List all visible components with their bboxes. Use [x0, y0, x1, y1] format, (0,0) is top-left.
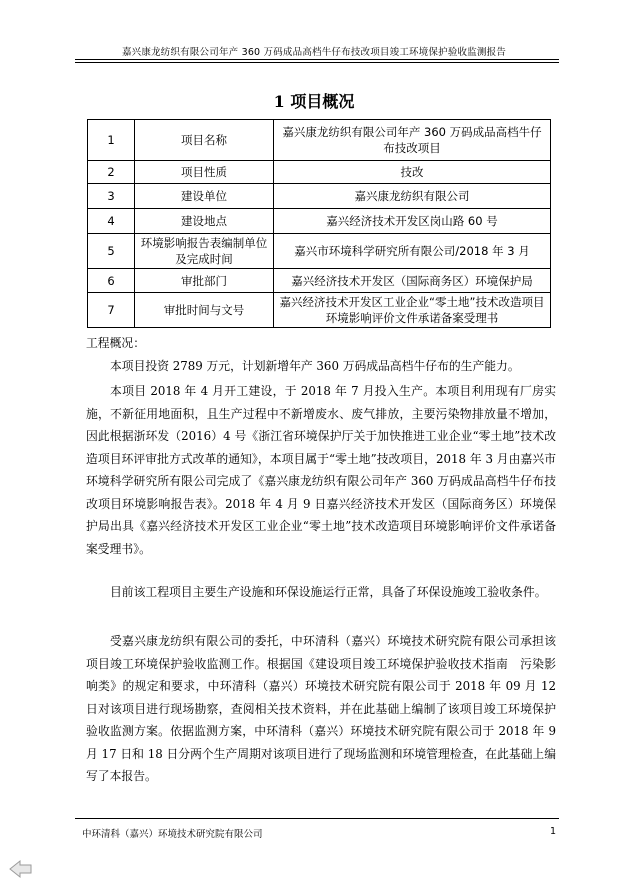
row-label: 建设单位: [135, 184, 274, 209]
footer-rule: [75, 818, 559, 819]
row-label: 审批部门: [135, 269, 274, 293]
row-label: 审批时间与文号: [135, 293, 274, 328]
row-number: 5: [88, 234, 135, 269]
row-value: 嘉兴康龙纺织有限公司: [274, 184, 551, 209]
row-value: 嘉兴市环境科学研究所有限公司/2018 年 3 月: [274, 234, 551, 269]
table-row: [88, 209, 551, 234]
project-info-table: [87, 119, 551, 328]
row-label: 项目名称: [135, 120, 274, 161]
table-row: [88, 234, 551, 269]
overview-heading: 工程概况：: [86, 336, 145, 350]
row-label: 环境影响报告表编制单位及完成时间: [135, 234, 274, 269]
row-value: 技改: [274, 161, 551, 184]
body-paragraph: 受嘉兴康龙纺织有限公司的委托，中环清科（嘉兴）环境技术研究院有限公司承担该项目竣工环境保护验收监测工作。根据国《建设项目竣工环境保护验收技术指南 污染影响类》的规定和要求，中环清科（嘉兴）环境技术研究院有限公司于 2018 年 09 月 12 日对该项目进行现场勘察，查阅相关技术资料，并在此基础上编制了该项目竣工环境保护验收监测方案。依据监测方案，中环清科（嘉兴）环境技术研究院有限公司于 2018 年 9 月 17 日和 18 日分两个生产周期对该项目进行了现场监测和环境管理检查，在此基础上编写了本报告。: [86, 634, 556, 783]
table-row: [88, 184, 551, 209]
back-button[interactable]: [8, 858, 34, 880]
row-label: 建设地点: [135, 209, 274, 234]
row-number: 3: [88, 184, 135, 209]
row-value: 嘉兴经济技术开发区（国际商务区）环境保护局: [274, 269, 551, 293]
row-number: 4: [88, 209, 135, 234]
table-row: [88, 161, 551, 184]
table-row: [88, 269, 551, 293]
table-row: [88, 293, 551, 328]
row-value: 嘉兴经济技术开发区岗山路 60 号: [274, 209, 551, 234]
back-arrow-icon: [8, 858, 34, 880]
body-paragraph: 目前该工程项目主要生产设施和环保设施运行正常，具备了环保设施竣工验收条件。: [110, 585, 547, 599]
header-rule-thin: [75, 62, 559, 63]
row-number: 2: [88, 161, 135, 184]
page-number: 1: [550, 826, 557, 837]
footer-company: 中环清科（嘉兴）环境技术研究院有限公司: [82, 829, 263, 840]
running-header: 嘉兴康龙纺织有限公司年产 360 万码成品高档牛仔布技改项目竣工环境保护验收监测报告: [121, 47, 507, 58]
body-paragraph: 本项目 2018 年 4 月开工建设，于 2018 年 7 月投入生产。本项目利用现有厂房实施，不新征用地面积，且生产过程中不新增废水、废气排放，主要污染物排放量不增加，因此根据浙环发（2016）4 号《浙江省环境保护厅关于加快推进工业企业“零土地”技术改造项目环评审批方式改革的通知》，本项目属于“零土地”技改项目，2018 年 3 月由嘉兴市环境科学研究所有限公司完成了《嘉兴康龙纺织有限公司年产 360 万码成品高档牛仔布技改项目环境影响报告表》。2018 年 4 月 9 日嘉兴经济技术开发区（国际商务区）环境保护局出具《嘉兴经济技术开发区工业企业“零土地”技术改造项目环境影响评价文件承诺备案受理书》。: [86, 384, 556, 556]
row-number: 1: [88, 120, 135, 161]
section-title: 1 项目概况: [273, 92, 355, 111]
header-rule: [75, 59, 559, 60]
body-paragraph: 本项目投资 2789 万元，计划新增年产 360 万码成品高档牛仔布的生产能力。: [110, 359, 520, 373]
row-number: 7: [88, 293, 135, 328]
table-row: [88, 120, 551, 161]
row-value: 嘉兴经济技术开发区工业企业“零土地”技术改造项目环境影响评价文件承诺备案受理书: [274, 293, 551, 328]
row-value: 嘉兴康龙纺织有限公司年产 360 万码成品高档牛仔布技改项目: [274, 120, 551, 161]
row-label: 项目性质: [135, 161, 274, 184]
row-number: 6: [88, 269, 135, 293]
